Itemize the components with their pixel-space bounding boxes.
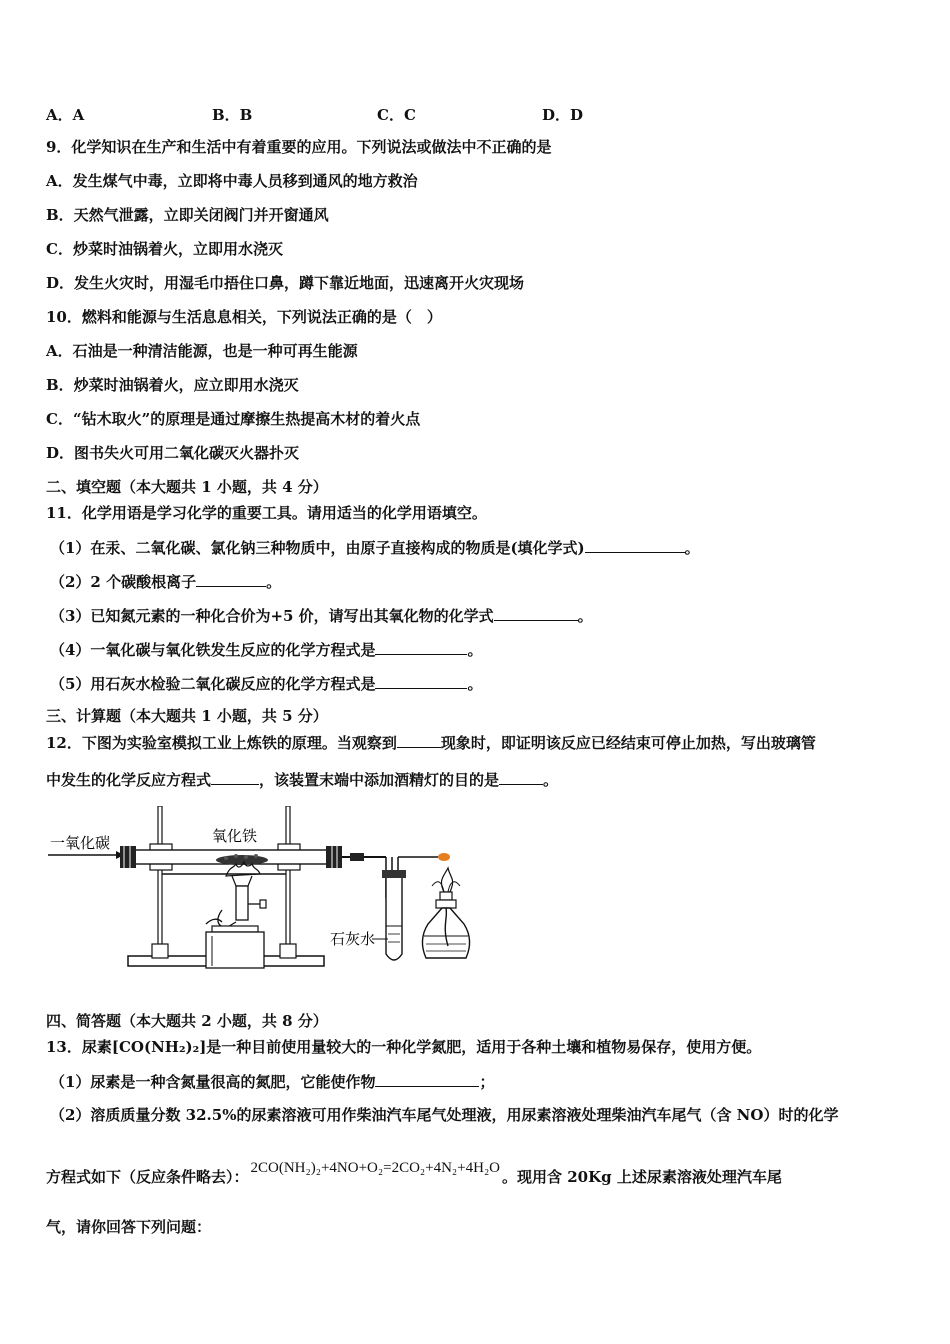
q9-choice-d: D．发生火灾时，用湿毛巾捂住口鼻，蹲下靠近地面，迅速离开火灾现场 [46,274,525,292]
answer-blank[interactable] [499,770,543,785]
q11-part-1: （1）在汞、二氧化碳、氯化钠三种物质中，由原子直接构成的物质是(填化学式) 。 [50,539,700,557]
option-a: A．A [46,106,85,124]
q13-stem: 13．尿素[CO(NH₂)₂]是一种目前使用量较大的一种化学氮肥，适用于各种土壤和植物易保存，使用方便。 [46,1038,762,1056]
test-tube [386,876,402,960]
stopper-left [120,846,136,868]
option-c: C．C [377,106,416,124]
alcohol-blowtorch [236,886,248,920]
answer-blank[interactable] [375,674,467,689]
q13-part-1: （1）尿素是一种含氮量很高的氮肥，它能使作物 ； [50,1073,495,1091]
q13-last-line: 气，请你回答下列问题： [46,1218,212,1236]
stand-rod-left [158,806,162,956]
answer-blank[interactable] [196,572,266,587]
q11-part-3: （3）已知氮元素的一种化合价为+5 价，请写出其氧化物的化学式 。 [50,607,593,625]
stopper-right [326,846,342,868]
q10-choice-d: D．图书失火可用二氧化碳灭火器扑灭 [46,444,300,462]
option-b: B．B [212,106,253,124]
answer-blank[interactable] [494,606,578,621]
q12-line-2: 中发生的化学反应方程式 ，该装置末端中添加酒精灯的目的是 。 [46,771,559,789]
section-heading-calc: 三、计算题（本大题共 1 小题，共 5 分） [46,707,328,725]
q11-part-2: （2）2 个碳酸根离子 。 [50,573,282,591]
section-heading-fill-in: 二、填空题（本大题共 1 小题，共 4 分） [46,478,328,496]
q9-choice-b: B．天然气泄露，立即关闭阀门并开窗通风 [46,206,329,224]
q12-line-1: 12．下图为实验室模拟工业上炼铁的原理。当观察到 现象时，即证明该反应已经结束可停止加热，写出玻璃管 [46,734,816,752]
ironmaking-apparatus-figure [46,806,516,972]
q11-part-5: （5）用石灰水检验二氧化碳反应的化学方程式是 。 [50,675,483,693]
answer-blank[interactable] [375,1072,479,1087]
q13-equation-line: 方程式如下（反应条件略去）： 2CO(NH₂)₂+4NO+O₂=2CO₂+4N₂+4H₂O 。现用含 20Kg 上述尿素溶液处理汽车尾 [46,1160,782,1186]
label-limewater: 石灰水 [330,930,376,948]
q10-stem: 10．燃料和能源与生活息息相关，下列说法正确的是（ ） [46,308,442,326]
chemical-equation: 2CO(NH₂)₂+4NO+O₂=2CO₂+4N₂+4H₂O [250,1160,501,1176]
q11-part-4: （4）一氧化碳与氧化铁发生反应的化学方程式是 。 [50,641,483,659]
q10-choice-b: B．炒菜时油锅着火，应立即用水浇灭 [46,376,299,394]
section-heading-short-answer: 四、简答题（本大题共 2 小题，共 8 分） [46,1012,328,1030]
iron-oxide-powder [216,855,268,865]
stand-rod-right [286,806,290,956]
burning-co-flame [438,853,450,861]
answer-blank[interactable] [585,538,685,553]
option-d: D．D [542,106,584,124]
test-tube-stopper [382,870,406,878]
q13-part-2: （2）溶质质量分数 32.5%的尿素溶液可用作柴油汽车尾气处理液，用尿素溶液处理柴油汽车尾气（含 NO）时的化学 [50,1106,839,1124]
q9-choice-a: A．发生煤气中毒，立即将中毒人员移到通风的地方救治 [46,172,418,190]
label-carbon-monoxide: 一氧化碳 [50,834,111,852]
q9-stem: 9．化学知识在生产和生活中有着重要的应用。下列说法或做法中不正确的是 [46,138,552,156]
q10-choice-c: C．“钻木取火”的原理是通过摩擦生热提高木材的着火点 [46,410,421,428]
answer-blank[interactable] [375,640,467,655]
q9-choice-c: C．炒菜时油锅着火，立即用水浇灭 [46,240,283,258]
answer-blank[interactable] [211,770,259,785]
label-iron-oxide: 氧化铁 [212,827,258,845]
q11-stem: 11．化学用语是学习化学的重要工具。请用适当的化学用语填空。 [46,504,487,522]
answer-blank[interactable] [397,733,441,748]
q10-choice-a: A．石油是一种清洁能源，也是一种可再生能源 [46,342,358,360]
